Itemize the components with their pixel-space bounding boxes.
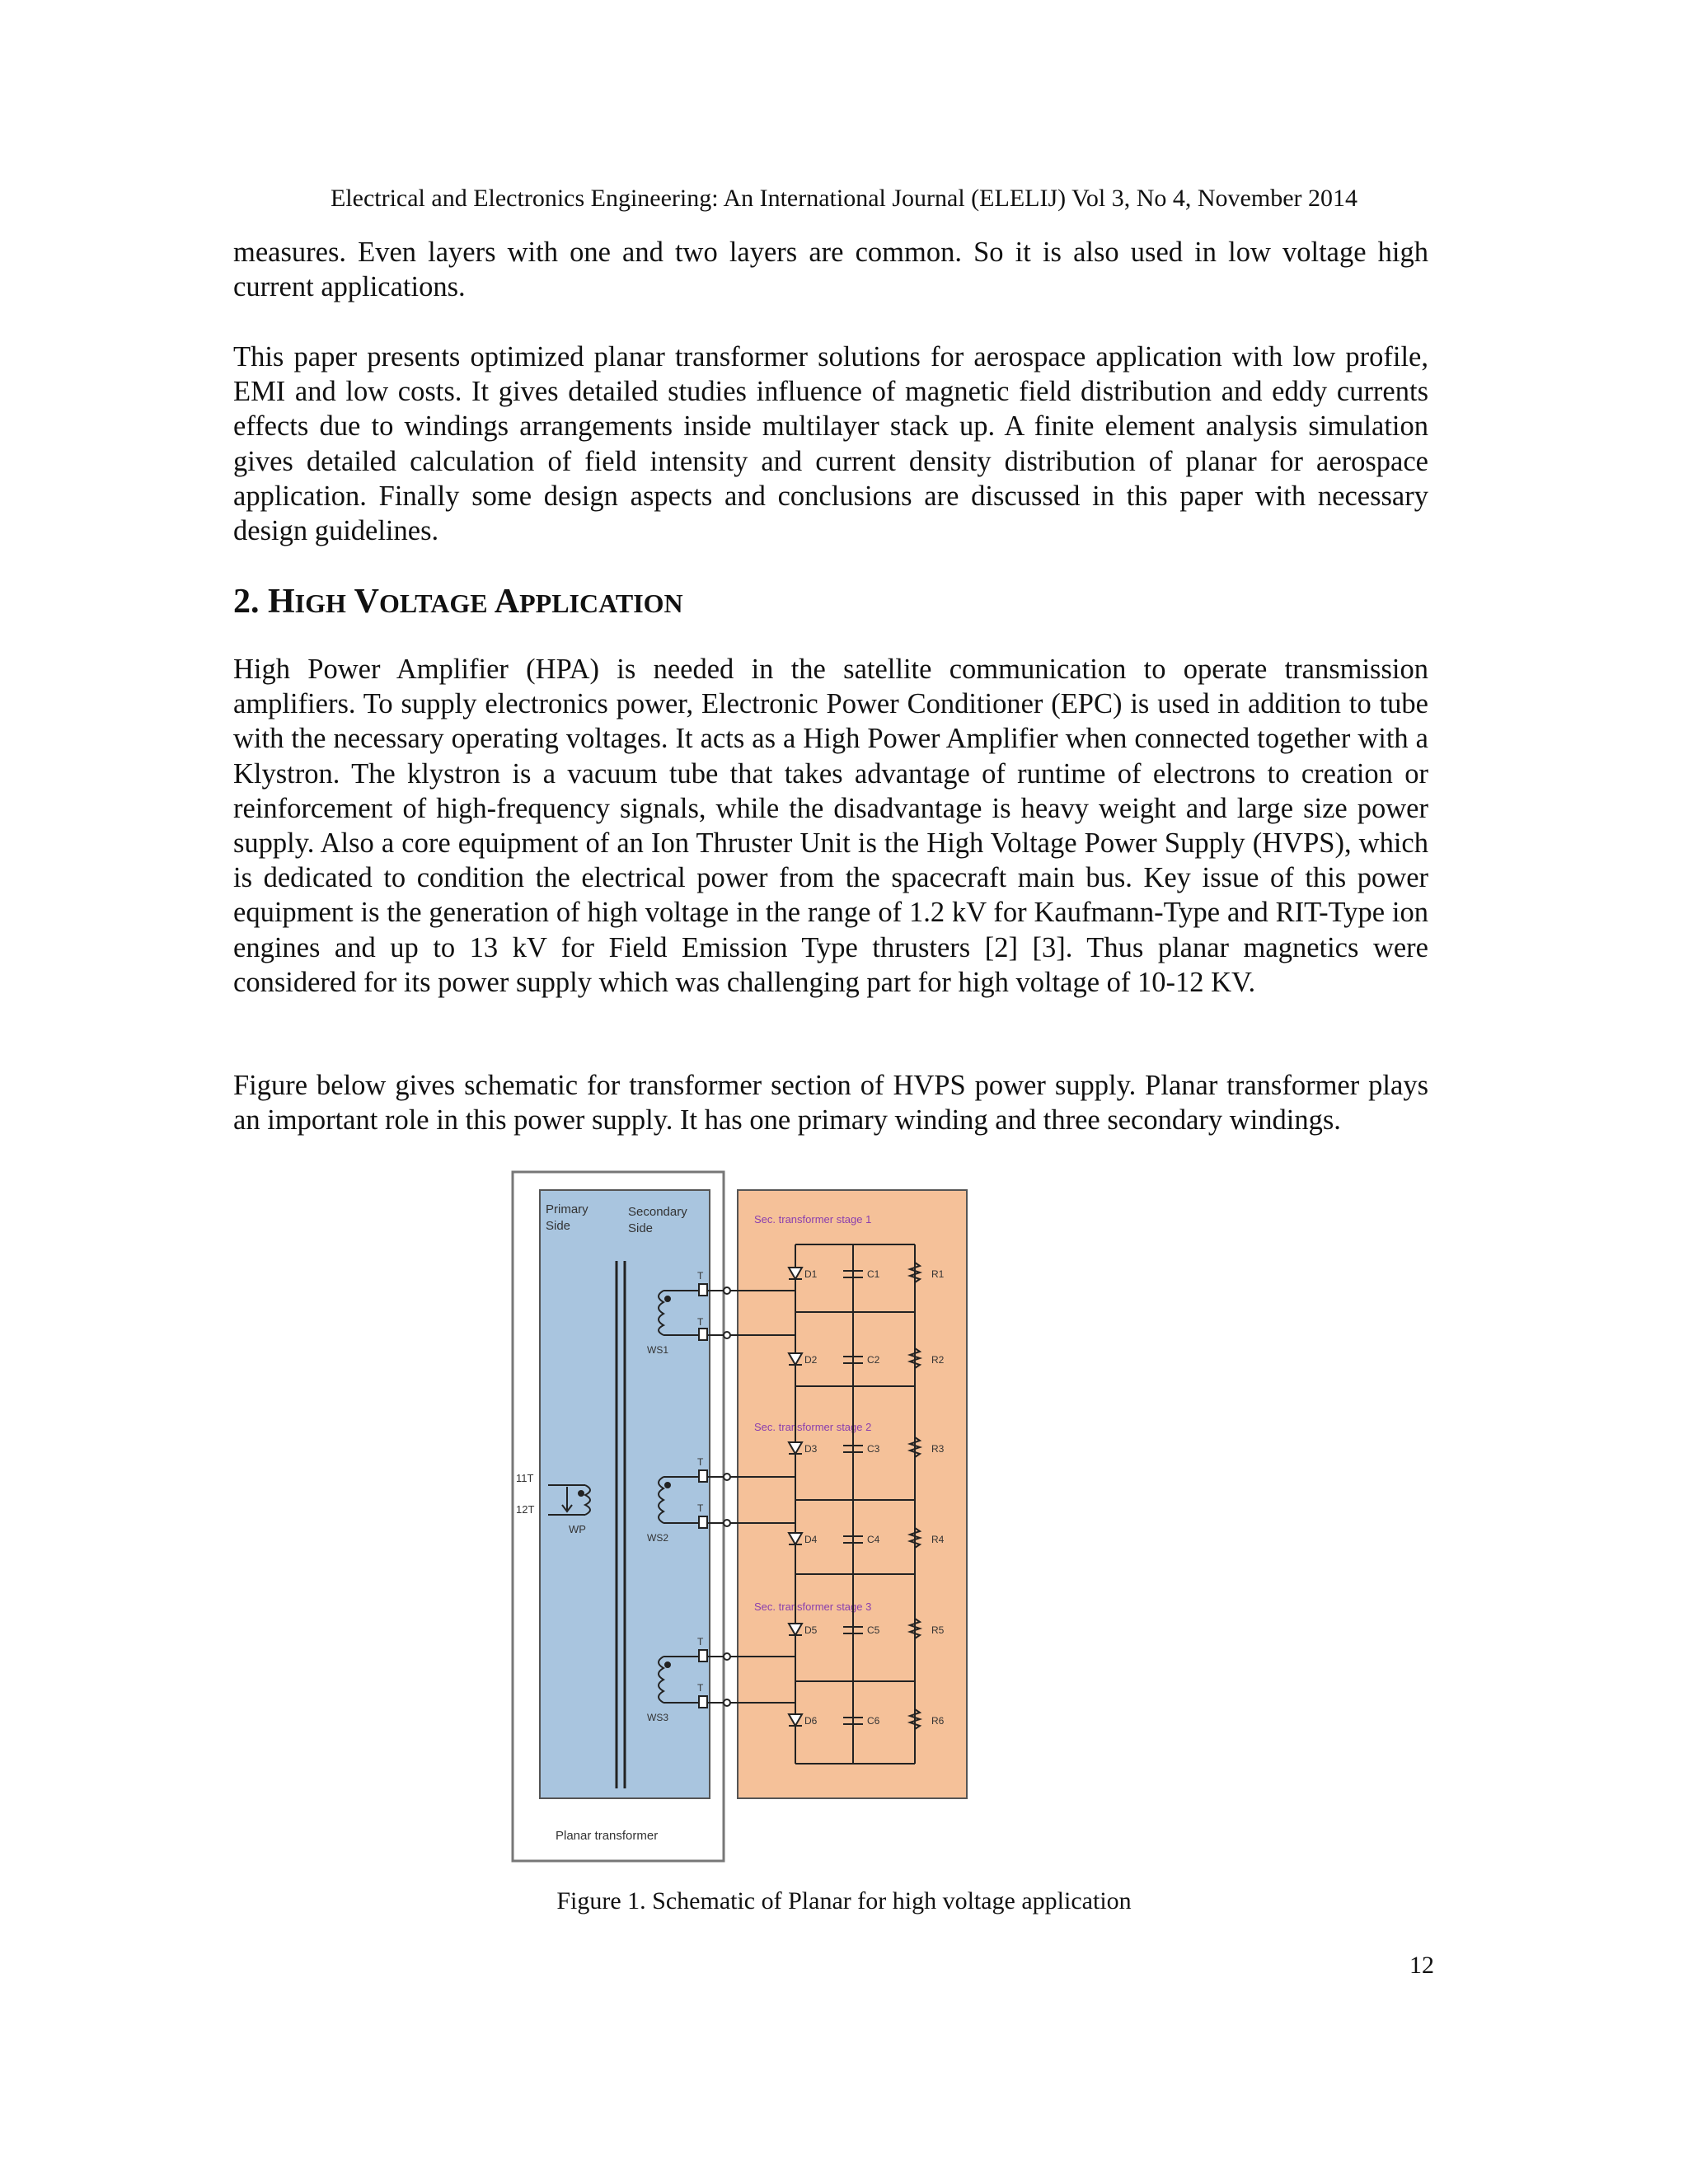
primary-side-label: Primary (546, 1202, 588, 1216)
terminal-11t: 11T (516, 1472, 534, 1484)
label-c1: C1 (867, 1268, 880, 1280)
section-heading-high-voltage-application (233, 582, 683, 621)
planar-transformer-schematic (511, 1170, 1146, 1871)
running-header: Electrical and Electronics Engineering: An International Journal (ELELIJ) Vol 3, No 4, November 2014 (330, 185, 1358, 212)
heading-initial: A (487, 583, 520, 621)
label-d3: D3 (804, 1443, 818, 1455)
terminal-12t: 12T (516, 1503, 535, 1516)
label-r6: R6 (931, 1715, 945, 1727)
label-c3: C3 (867, 1443, 880, 1455)
figure-schematic (511, 1170, 1146, 1871)
label-r3: R3 (931, 1443, 945, 1455)
terminal-label: T (697, 1456, 704, 1468)
terminal-label: T (697, 1270, 704, 1282)
label-r1: R1 (931, 1268, 945, 1280)
heading-initial: V (345, 583, 379, 621)
heading-small-caps: PPLICATION (519, 588, 683, 618)
terminal-label: T (697, 1502, 704, 1514)
secondary-winding-2-label: WS2 (647, 1532, 669, 1544)
secondary-winding-1-label: WS1 (647, 1344, 669, 1356)
label-d4: D4 (804, 1534, 818, 1545)
label-d6: D6 (804, 1715, 818, 1727)
label-r2: R2 (931, 1354, 945, 1366)
page-number: 12 (1409, 1952, 1434, 1979)
paragraph-hpa-hvps: High Power Amplifier (HPA) is needed in the satellite communication to operate transmission amplifiers. To supply electronics power, Electronic Power Conditioner (EPC) is used in addition to tube with the necessary operating voltages. It acts as a High Power Amplifier when connected together with a Klystron. The klystron is a vacuum tube that takes advantage of runtime of electrons to creation or reinforcement of high-frequency signals, while the disadvantage is heavy weight and large size power supply. Also a core equipment of an Ion Thruster Unit is the High Voltage Power Supply (HVPS), which is dedicated to condition the electrical power from the spacecraft main bus. Key issue of this power equipment is the generation of high voltage in the range of 1.2 kV for Kaufmann-Type and RIT-Type ion engines and up to 13 kV for Field Emission Type thrusters [2] [3]. Thus planar magnetics were considered for its power supply which was challenging part for high voltage of 10-12 KV. (233, 654, 1428, 998)
paragraph-figure-intro: Figure below gives schematic for transformer section of HVPS power supply. Planar transformer plays an important role in this power supply. It has one primary winding and three secondary windings. (233, 1070, 1428, 1137)
stage-2-label: Sec. transformer stage 2 (754, 1421, 872, 1433)
label-d5: D5 (804, 1624, 818, 1636)
label-r5: R5 (931, 1624, 945, 1636)
label-r4: R4 (931, 1534, 945, 1545)
planar-transformer-label: Planar transformer (556, 1829, 659, 1843)
label-d1: D1 (804, 1268, 818, 1280)
terminal-label: T (697, 1682, 704, 1694)
stage-3-label: Sec. transformer stage 3 (754, 1601, 872, 1613)
heading-small-caps: IGH (294, 588, 346, 618)
secondary-side-label: Side (628, 1221, 654, 1235)
label-c5: C5 (867, 1624, 880, 1636)
section-number: 2. (233, 583, 268, 621)
heading-initial: H (268, 583, 295, 621)
label-c2: C2 (867, 1354, 880, 1366)
paragraph-introduction-summary: This paper presents optimized planar transformer solutions for aerospace application with low profile, EMI and low costs. It gives detailed studies influence of magnetic field distribution and eddy currents effects due to windings arrangements inside multilayer stack up. A finite element analysis simulation gives detailed calculation of field intensity and current density distribution of planar for aerospace application. Finally some design aspects and conclusions are discussed in this paper with necessary design guidelines. (233, 341, 1428, 547)
label-c4: C4 (867, 1534, 880, 1545)
terminal-label: T (697, 1636, 704, 1647)
secondary-side-label: Secondary (628, 1205, 687, 1219)
stage-1-label: Sec. transformer stage 1 (754, 1213, 872, 1226)
secondary-winding-3-label: WS3 (647, 1712, 669, 1723)
primary-side-label: Side (546, 1219, 571, 1233)
heading-small-caps: OLTAGE (378, 588, 488, 618)
terminal-label: T (697, 1316, 704, 1328)
label-c6: C6 (867, 1715, 880, 1727)
paragraph-continuation: measures. Even layers with one and two layers are common. So it is also used in low voltage high current applications. (233, 237, 1428, 303)
primary-winding-label: WP (569, 1523, 586, 1535)
label-d2: D2 (804, 1354, 818, 1366)
figure-caption: Figure 1. Schematic of Planar for high voltage application (556, 1887, 1132, 1915)
